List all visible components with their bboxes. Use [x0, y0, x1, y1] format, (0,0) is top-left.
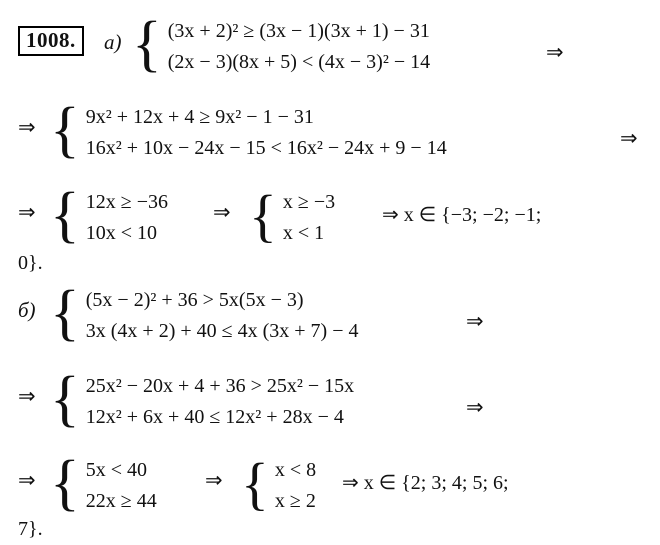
- part-a-system-1: [128, 10, 431, 79]
- system-line: 3x (4x + 2) + 40 ≤ 4x (3x + 7) − 4: [85, 320, 359, 342]
- system-line: 12x ≥ −36: [85, 191, 169, 213]
- implies-arrow-b4: [205, 470, 223, 491]
- system-line: 16x² + 10x − 24x − 15 < 16x² − 24x + 9 − 14: [85, 137, 447, 159]
- implies-arrow-a2: [18, 117, 36, 138]
- exercise-number-box: [18, 26, 84, 56]
- system-brace: {: [249, 182, 277, 248]
- system-lines: [86, 455, 157, 517]
- system-brace: {: [50, 279, 80, 348]
- system-line: x ≥ −3: [282, 191, 336, 213]
- system-line: (2x − 3)(8x + 5) < (4x − 3)² − 14: [167, 51, 431, 73]
- implies-arrow: ⇒: [18, 200, 36, 224]
- part-a-system-4: [245, 182, 336, 249]
- implies-arrow-b3: [18, 470, 36, 491]
- system-line: x < 1: [282, 222, 325, 244]
- system-lines: [168, 16, 430, 78]
- part-b-system-3: [46, 449, 157, 518]
- system-line: (5x − 2)² + 36 > 5x(5x − 3): [85, 289, 304, 311]
- part-a-answer: [382, 202, 541, 227]
- system-lines: [275, 455, 316, 517]
- implies-arrow: ⇒: [466, 309, 484, 333]
- part-a-answer-text: ⇒ x ∈ {−3; −2; −1;: [382, 204, 542, 226]
- part-b-system-1: [46, 279, 359, 348]
- implies-arrow: ⇒: [546, 40, 564, 64]
- implies-arrow: ⇒: [213, 200, 231, 224]
- system-line: x ≥ 2: [274, 490, 316, 512]
- system-line: x < 8: [274, 459, 317, 481]
- system-lines: [86, 102, 447, 164]
- system-line: 9x² + 12x + 4 ≥ 9x² − 1 − 31: [85, 106, 314, 128]
- part-b-answer-tail: 7}.: [18, 518, 43, 540]
- part-a-system-2: [46, 96, 447, 165]
- system-line: 10x < 10: [85, 222, 158, 244]
- implies-arrow: ⇒: [466, 395, 484, 419]
- system-line: 25x² − 20x + 4 + 36 > 25x² − 15x: [85, 375, 355, 397]
- part-a-label-text: a): [104, 30, 122, 54]
- system-line: 22x ≥ 44: [85, 490, 157, 512]
- part-b-answer: [342, 470, 509, 495]
- part-b-system-4: [237, 450, 317, 517]
- implies-arrow: ⇒: [18, 468, 36, 492]
- implies-arrow-b1: [466, 311, 484, 332]
- part-b-answer-text: ⇒ x ∈ {2; 3; 4; 5; 6;: [342, 472, 509, 494]
- implies-arrow: ⇒: [18, 384, 36, 408]
- implies-arrow-a4: [213, 202, 231, 223]
- implies-arrow-b2b: [466, 397, 484, 418]
- system-line: 12x² + 6x + 40 ≤ 12x² + 28x − 4: [85, 406, 344, 428]
- part-b-label: [18, 298, 36, 323]
- system-brace: {: [50, 449, 80, 518]
- exercise-number: 1008.: [18, 26, 84, 56]
- system-lines: [86, 371, 354, 433]
- part-a-answer-tail: 0}.: [18, 252, 43, 274]
- system-brace: {: [50, 365, 80, 434]
- system-line: (3x + 2)² ≥ (3x − 1)(3x + 1) − 31: [167, 20, 430, 42]
- implies-arrow-a1: [546, 42, 564, 63]
- system-lines: [283, 187, 335, 249]
- part-a-label: [104, 30, 122, 55]
- implies-arrow-a2b: [620, 128, 638, 149]
- implies-arrow-a3: [18, 202, 36, 223]
- system-brace: {: [50, 96, 80, 165]
- system-brace: {: [241, 450, 269, 516]
- part-a-system-3: [46, 181, 169, 250]
- implies-arrow: ⇒: [205, 468, 223, 492]
- part-b-system-2: [46, 365, 355, 434]
- system-lines: [86, 285, 359, 347]
- system-brace: {: [50, 181, 80, 250]
- part-b-label-text: б): [18, 298, 36, 322]
- system-brace: {: [132, 10, 162, 79]
- implies-arrow: ⇒: [620, 126, 638, 150]
- system-lines: [86, 187, 168, 249]
- implies-arrow-b2: [18, 386, 36, 407]
- implies-arrow: ⇒: [18, 115, 36, 139]
- system-line: 5x < 40: [85, 459, 148, 481]
